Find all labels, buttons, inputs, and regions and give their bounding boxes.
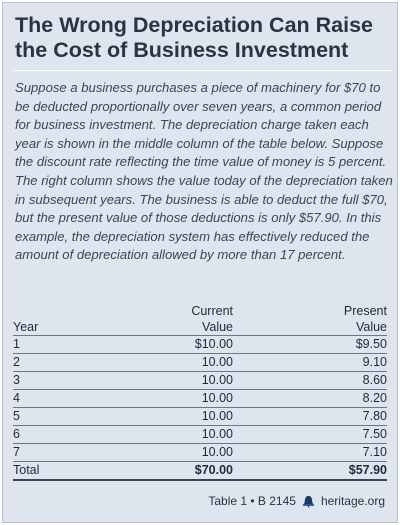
cell-present-value: 8.60 xyxy=(233,372,387,390)
source-label: Table 1 • B 2145 xyxy=(208,494,296,508)
cell-year: 2 xyxy=(13,354,133,372)
cell-present-value: 7.10 xyxy=(233,444,387,462)
table-total-row xyxy=(13,462,387,481)
cell-present-value: 7.50 xyxy=(233,426,387,444)
cell-present-value: 9.10 xyxy=(233,354,387,372)
title-line-1: The Wrong Depreciation Can Raise xyxy=(15,13,374,37)
site-link[interactable]: heritage.org xyxy=(320,494,385,508)
table-header-row xyxy=(13,301,387,336)
cell-year: 3 xyxy=(13,372,133,390)
cell-current-value: 10.00 xyxy=(133,408,233,426)
depreciation-table xyxy=(13,301,387,481)
title-divider xyxy=(13,70,393,71)
total-present: $57.90 xyxy=(233,462,387,481)
header-present-line2: Value xyxy=(355,320,387,334)
table-row xyxy=(13,408,387,426)
cell-current-value: 10.00 xyxy=(133,354,233,372)
panel-title xyxy=(15,13,390,63)
table-row xyxy=(13,336,387,354)
cell-present-value: 8.20 xyxy=(233,390,387,408)
cell-current-value: 10.00 xyxy=(133,444,233,462)
table-row xyxy=(13,372,387,390)
cell-year: 1 xyxy=(13,336,133,354)
footer xyxy=(208,494,385,508)
header-present-line1: Present xyxy=(343,304,387,318)
table-row xyxy=(13,390,387,408)
header-year: Year xyxy=(13,301,133,336)
cell-present-value: 7.80 xyxy=(233,408,387,426)
cell-current-value: 10.00 xyxy=(133,426,233,444)
intro-paragraph: Suppose a business purchases a piece of machinery for $70 to be deducted proportionally over seven years, a common period for business investment. The depreciation charge taken each year is shown in the middle column of the table below. Suppose the discount rate reflecting the time value of money is 5 percent. The right column shows the value today of the depreciation taken in subsequent years. The business is able to deduct the full $70, but the present value of those deductions is only $57.90. In this example, the depreciation system has effectively reduced the amount of depreciation allowed by more than 17 percent. xyxy=(15,80,393,263)
cell-year: 4 xyxy=(13,390,133,408)
cell-current-value: 10.00 xyxy=(133,372,233,390)
cell-present-value: $9.50 xyxy=(233,336,387,354)
header-current-value xyxy=(133,301,233,336)
cell-year: 6 xyxy=(13,426,133,444)
title-line-2: the Cost of Business Investment xyxy=(15,38,349,62)
header-current-line1: Current xyxy=(191,304,233,318)
total-label: Total xyxy=(13,462,133,481)
table-row xyxy=(13,444,387,462)
liberty-bell-icon xyxy=(302,495,315,508)
table-panel xyxy=(2,2,398,523)
cell-year: 5 xyxy=(13,408,133,426)
table-row xyxy=(13,354,387,372)
cell-current-value: 10.00 xyxy=(133,390,233,408)
cell-current-value: $10.00 xyxy=(133,336,233,354)
total-current: $70.00 xyxy=(133,462,233,481)
header-current-line2: Value xyxy=(201,320,233,334)
cell-year: 7 xyxy=(13,444,133,462)
table-row xyxy=(13,426,387,444)
header-present-value xyxy=(233,301,387,336)
